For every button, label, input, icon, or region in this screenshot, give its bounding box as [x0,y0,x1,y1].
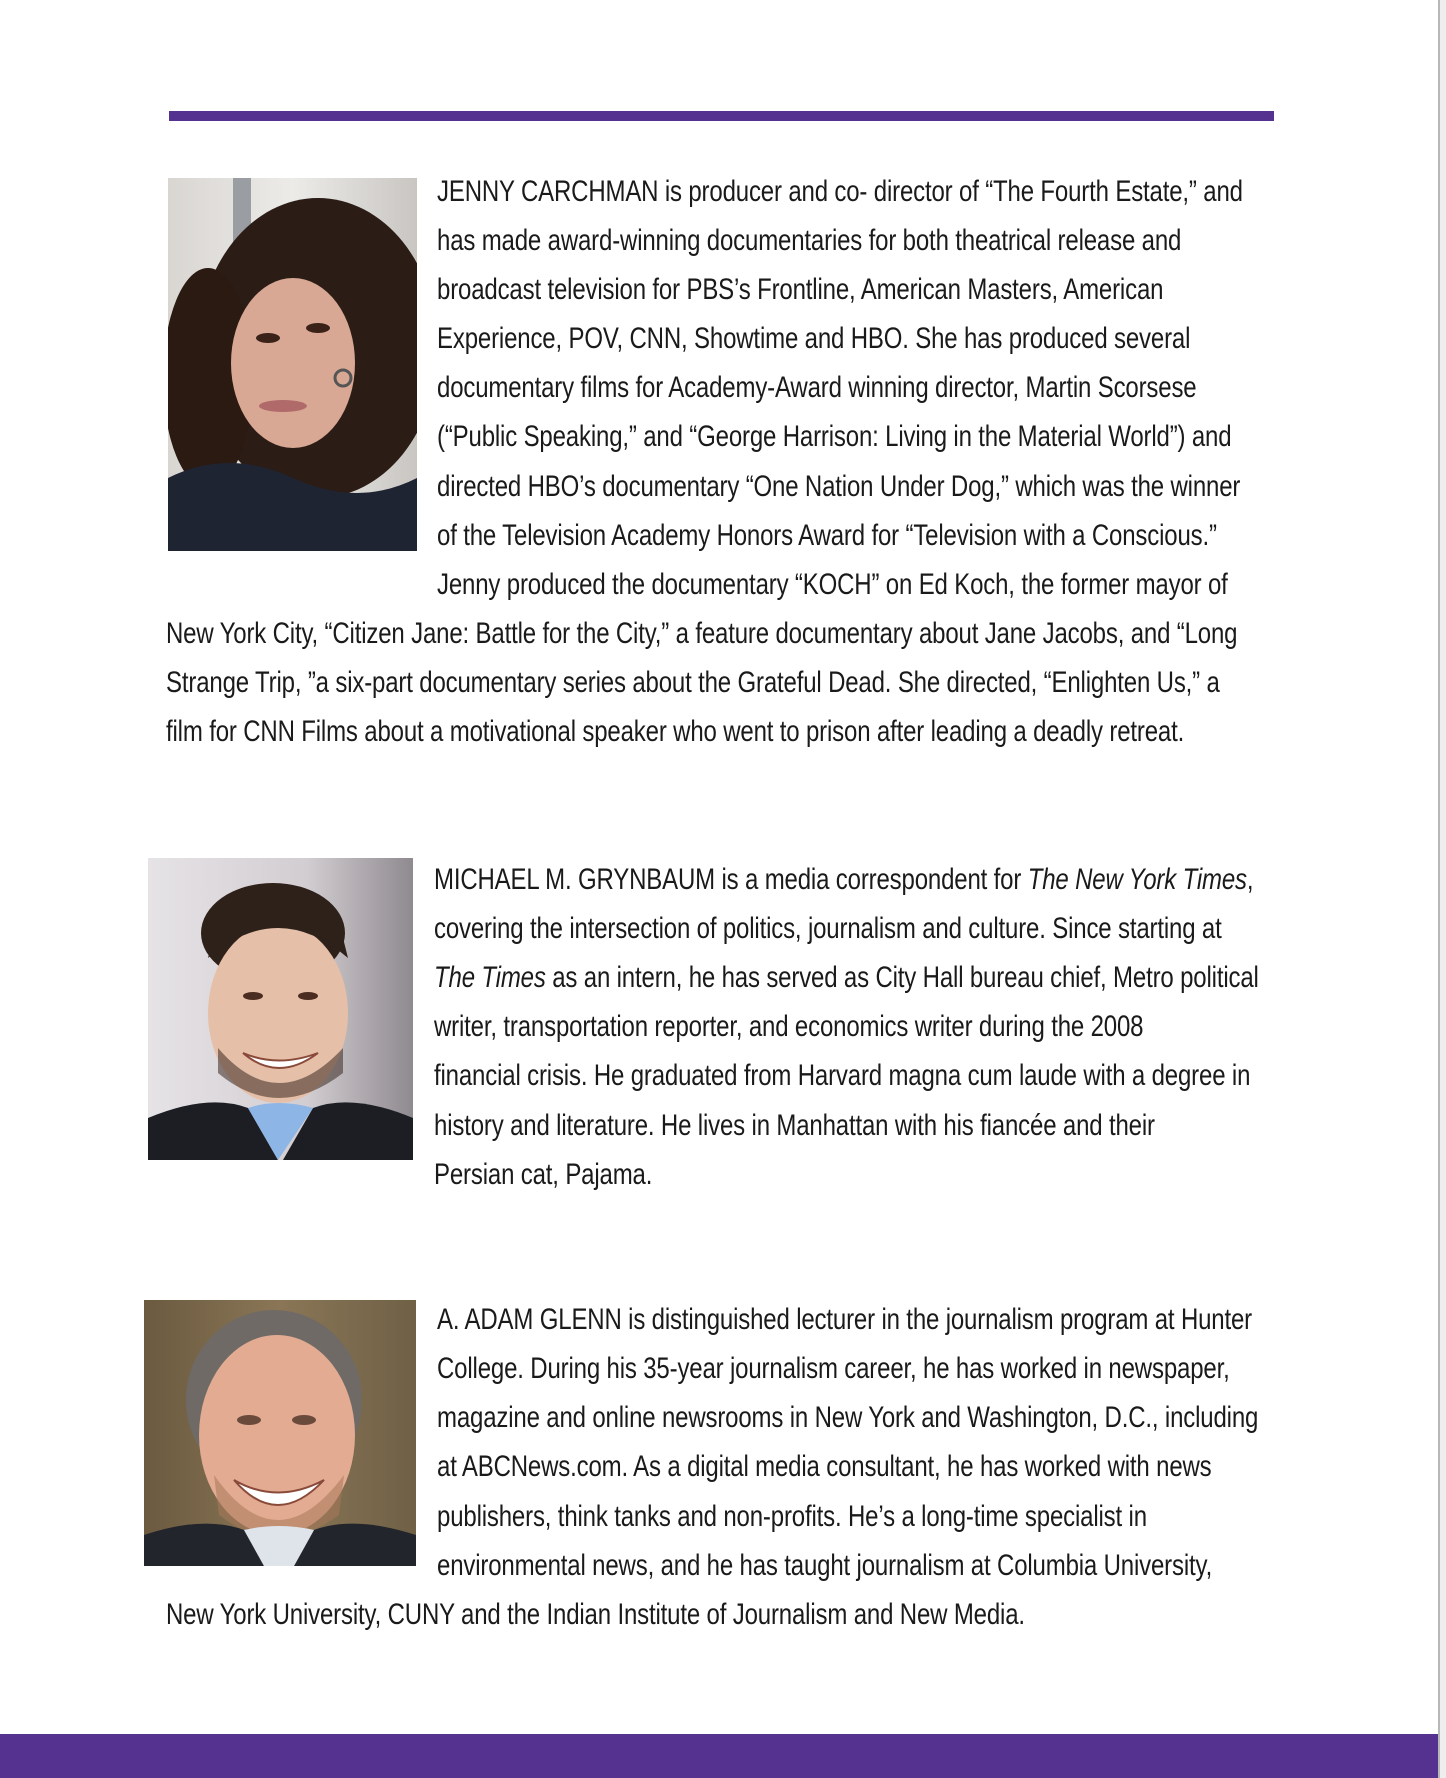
publication-name: The New York Times [1027,863,1247,896]
bio-line [434,862,1253,898]
bio-line: (“Public Speaking,” and “George Harrison: Living in the Material World”) and [437,420,1232,453]
bio-line: magazine and online newsrooms in New York and Washington, D.C., including [437,1401,1259,1434]
portrait-woman-icon [168,178,417,551]
bio-line: history and literature. He lives in Manhattan with his fiancée and their [434,1109,1155,1142]
bio-text: as an intern, he has served as City Hall bureau chief, Metro political [545,961,1259,994]
bio-line: environmental news, and he has taught journalism at Columbia University, [437,1549,1213,1582]
bio-line: New York City, “Citizen Jane: Battle for the City,” a feature documentary about Jane Jacobs, and “Long [166,617,1238,650]
bio-line [434,960,1259,996]
bio-line: broadcast television for PBS’s Frontline, American Masters, American [437,273,1164,306]
bio-line: covering the intersection of politics, journalism and culture. Since starting at [434,912,1222,945]
bio-line: New York University, CUNY and the Indian Institute of Journalism and New Media. [166,1598,1025,1631]
bio-line: film for CNN Films about a motivational speaker who went to prison after leading a deadly retreat. [166,715,1185,748]
portrait-man-icon [148,858,413,1160]
bio-text: , [1246,863,1254,896]
bio-line: JENNY CARCHMAN is producer and co- director of “The Fourth Estate,” and [437,175,1243,208]
publication-name: The Times [434,961,546,994]
bio-line: Experience, POV, CNN, Showtime and HBO. She has produced several [437,322,1191,355]
bio-line: at ABCNews.com. As a digital media consultant, he has worked with news [437,1450,1212,1483]
top-purple-rule [169,111,1274,121]
bio-line: Persian cat, Pajama. [434,1158,653,1191]
photo-michael-grynbaum [148,858,413,1160]
bio-line: documentary films for Academy-Award winning director, Martin Scorsese [437,371,1197,404]
photo-adam-glenn [144,1300,416,1566]
bio-line: writer, transportation reporter, and economics writer during the 2008 [434,1010,1144,1043]
bottom-purple-band [0,1734,1438,1778]
portrait-man-icon [144,1300,416,1566]
bio-line: A. ADAM GLENN is distinguished lecturer in the journalism program at Hunter [437,1303,1253,1336]
bio-line: financial crisis. He graduated from Harvard magna cum laude with a degree in [434,1059,1251,1092]
bio-line: Strange Trip, ”a six-part documentary series about the Grateful Dead. She directed, “Enlighten Us,” a [166,666,1220,699]
bio-text: MICHAEL M. GRYNBAUM is a media correspondent for [434,863,1028,896]
photo-jenny-carchman [168,178,417,551]
bio-line: Jenny produced the documentary “KOCH” on Ed Koch, the former mayor of [437,568,1228,601]
bio-line: College. During his 35-year journalism career, he has worked in newspaper, [437,1352,1230,1385]
bio-line: publishers, think tanks and non-profits. He’s a long-time specialist in [437,1500,1147,1533]
page-edge-scrollbar[interactable] [1438,0,1446,1778]
bio-line: of the Television Academy Honors Award for “Television with a Conscious.” [437,519,1217,552]
bio-line: directed HBO’s documentary “One Nation Under Dog,” which was the winner [437,470,1241,503]
bio-line: has made award-winning documentaries for both theatrical release and [437,224,1182,257]
